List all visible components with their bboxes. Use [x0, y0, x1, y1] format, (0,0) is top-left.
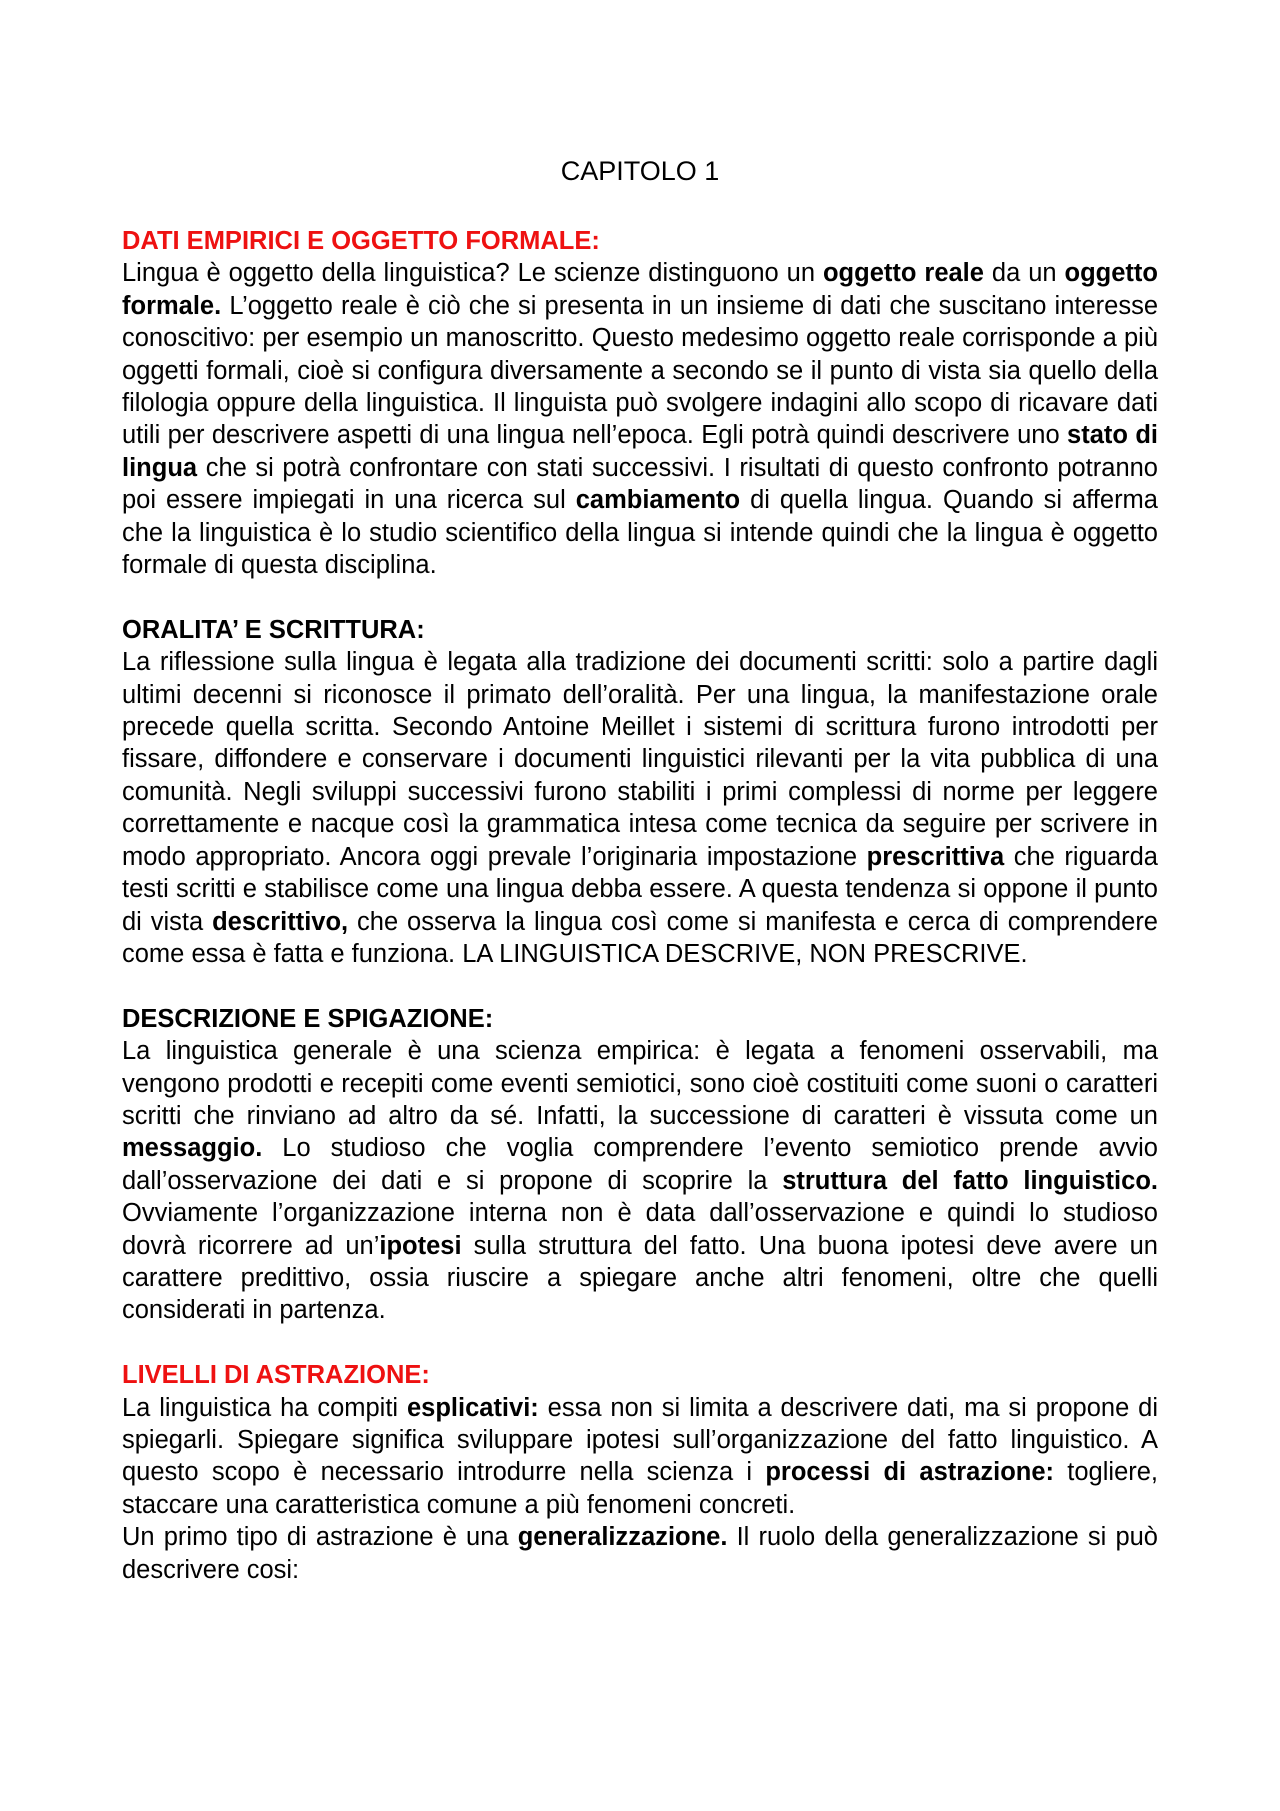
text-run: La linguistica ha compiti — [122, 1393, 407, 1422]
section — [122, 225, 1158, 581]
bold-term: messaggio. — [122, 1134, 263, 1163]
section — [122, 1003, 1158, 1327]
bold-term: oggetto reale — [822, 259, 984, 288]
text-run: da un — [983, 259, 1065, 288]
section — [122, 1359, 1158, 1586]
paragraph — [122, 257, 1158, 581]
text-run: che osserva la lingua così come si manifesta e cerca di comprendere come essa è fatta e funziona. LA LINGUISTICA DESCRIVE, NON PRESCRIVE. — [122, 907, 1158, 968]
paragraph — [122, 1521, 1158, 1586]
text-run: di quella lingua. Quando si afferma che la linguistica è lo studio scientifico della lingua si intende quindi che la lingua è oggetto formale di questa disciplina. — [122, 486, 1158, 580]
section-heading: ORALITA’ E SCRITTURA: — [122, 615, 425, 644]
text-run: Il ruolo della generalizzazione si può descrivere cosi: — [122, 1523, 1158, 1584]
bold-term: descrittivo, — [212, 907, 349, 936]
chapter-title: CAPITOLO 1 — [560, 156, 720, 186]
bold-term: ipotesi — [379, 1231, 462, 1260]
bold-term: generalizzazione. — [517, 1523, 728, 1552]
text-run: Un primo tipo di astrazione è una — [122, 1523, 518, 1552]
section-heading: DATI EMPIRICI E OGGETTO FORMALE: — [122, 227, 600, 255]
text-run: L’oggetto reale è ciò che si presenta in un insieme di dati che suscitano interesse conoscitivo: per esempio un manoscritto. Questo medesimo oggetto reale corrisponde a più oggetti formali, cioè si configura diversamente a secondo se il punto di vista sia quello della filologia oppure della linguistica. Il linguista può svolgere indagini allo scopo di ricavare dati utili per descrivere aspetti di una lingua nell’epoca. Egli potrà quindi descrivere uno — [122, 291, 1158, 450]
bold-term: oggetto formale. — [122, 259, 1158, 320]
document-body — [122, 225, 1158, 1618]
text-run: essa non si limita a descrivere dati, ma si propone di spiegarli. Spiegare significa sviluppare ipotesi sull’organizzazione del fatto linguistico. A questo scopo è necessario introdurre nella scienza i — [122, 1393, 1158, 1487]
text-run: togliere, staccare una caratteristica comune a più fenomeni concreti. — [122, 1458, 1159, 1519]
bold-term: prescrittiva — [866, 842, 1005, 871]
text-run: Lingua è oggetto della linguistica? Le scienze distinguono un — [122, 259, 823, 288]
paragraph — [122, 1392, 1158, 1522]
bold-term: stato di lingua — [122, 421, 1158, 482]
text-run: sulla struttura del fatto. Una buona ipotesi deve avere un carattere predittivo, ossia riuscire a spiegare anche altri fenomeni, oltre che quelli considerati in partenza. — [122, 1231, 1158, 1325]
paragraph — [122, 646, 1158, 970]
bold-term: cambiamento — [575, 486, 741, 515]
section-heading: DESCRIZIONE E SPIGAZIONE: — [122, 1004, 494, 1033]
bold-term: esplicativi: — [406, 1393, 539, 1422]
section — [122, 614, 1158, 970]
text-run: che si potrà confrontare con stati successivi. I risultati di questo confronto potranno poi essere impiegati in una ricerca sul — [122, 453, 1158, 515]
bold-term: struttura del fatto linguistico. — [782, 1166, 1158, 1195]
bold-term: processi di astrazione: — [765, 1458, 1055, 1487]
text-run: La riflessione sulla lingua è legata alla tradizione dei documenti scritti: solo a partire dagli ultimi decenni si riconosce il primato dell’oralità. Per una lingua, la manifestazione orale precede quella scritta. Secondo Antoine Meillet i sistemi di scrittura furono introdotti per fissare, diffondere e conservare i documenti linguistici rilevanti per la vita pubblica di una comunità. Negli sviluppi successivi furono stabiliti i primi complessi di norme per leggere correttamente e nacque così la grammatica intesa come tecnica da seguire per scrivere in modo appropriato. Ancora oggi prevale l’originaria impostazione — [122, 648, 1158, 871]
text-run: La linguistica generale è una scienza empirica: è legata a fenomeni osservabili, ma vengono prodotti e recepiti come eventi semiotici, sono cioè costituiti come suoni o caratteri scritti che rinviano ad altro da sé. Infatti, la successione di caratteri è vissuta come un — [122, 1037, 1158, 1130]
text-run: Lo studioso che voglia comprendere l’evento semiotico prende avvio dall’osservazione dei dati e si propone di scoprire la — [122, 1134, 1158, 1195]
text-run: Ovviamente l’organizzazione interna non è data dall’osservazione e quindi lo studioso dovrà ricorrere ad un’ — [122, 1199, 1158, 1260]
paragraph — [122, 1035, 1158, 1327]
section-heading: LIVELLI DI ASTRAZIONE: — [122, 1361, 430, 1390]
text-run: che riguarda testi scritti e stabilisce come una lingua debba essere. A questa tendenza si oppone il punto di vista — [122, 842, 1158, 936]
